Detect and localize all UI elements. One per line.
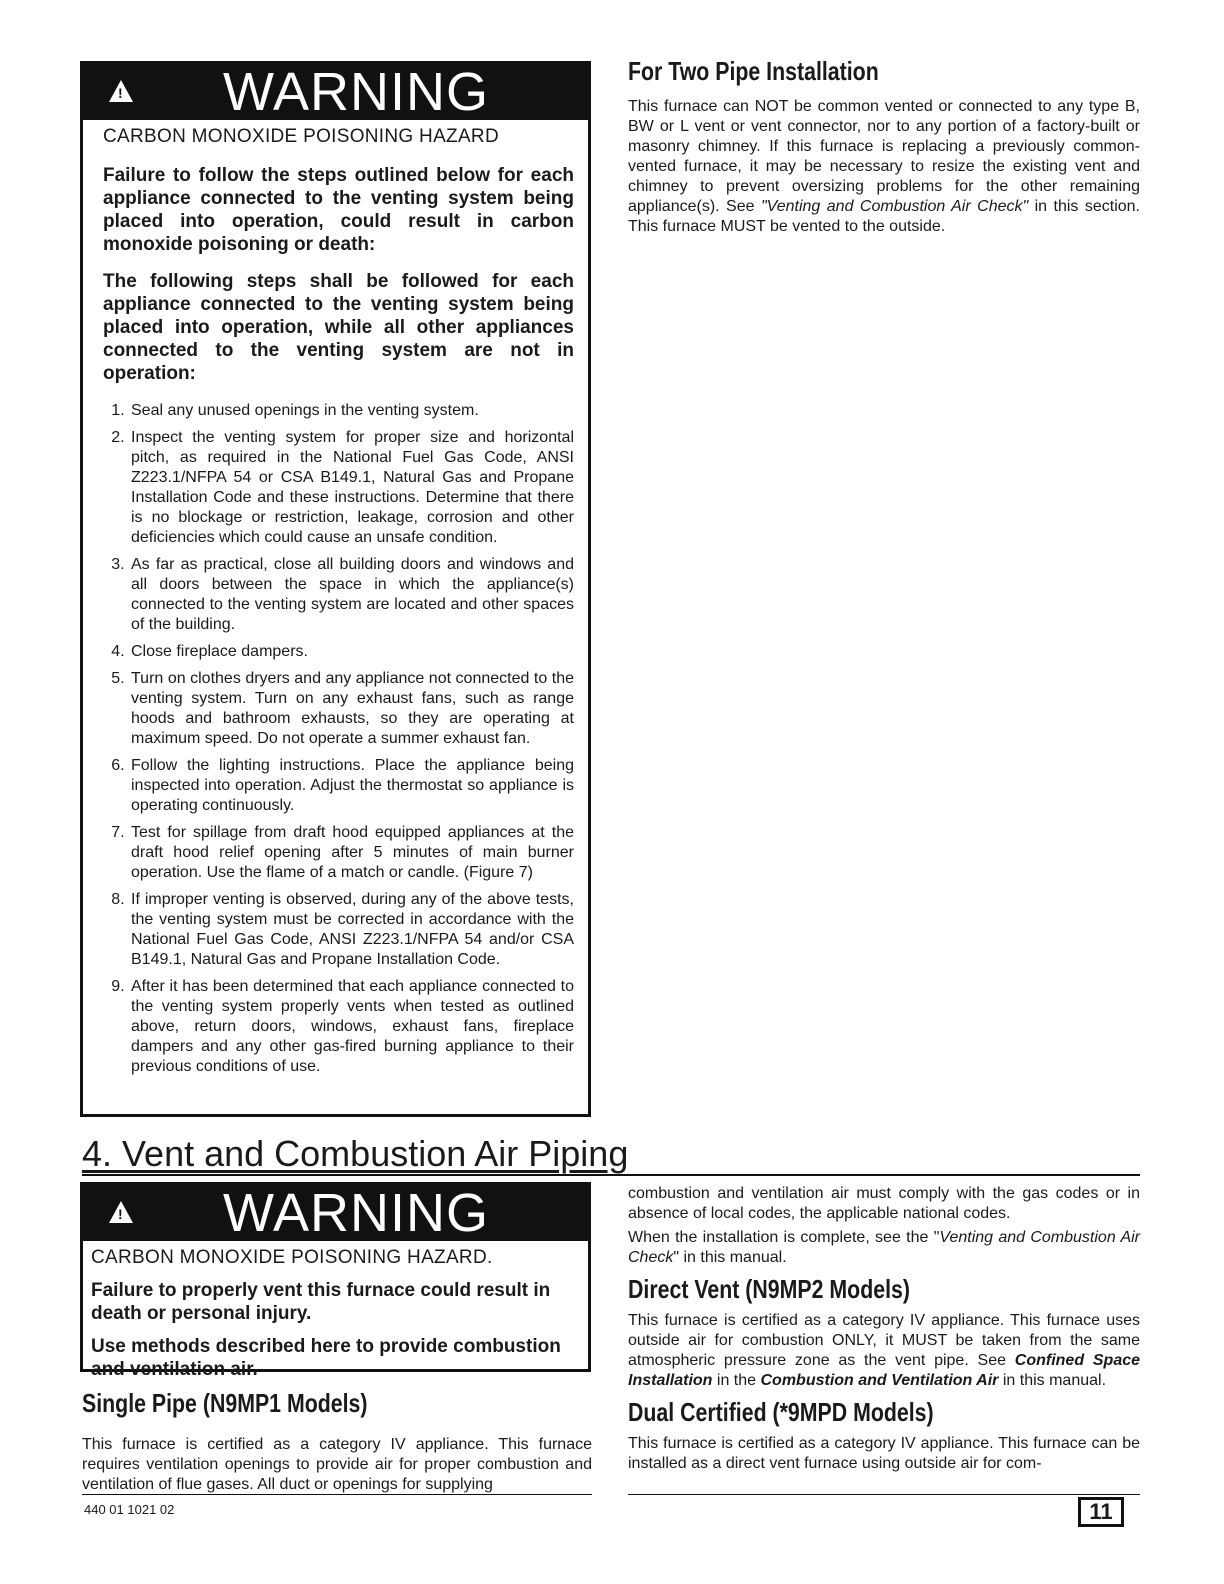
single-pipe-section — [82, 1388, 592, 1495]
warning-banner — [83, 1185, 588, 1241]
direct-vent-heading: Direct Vent (N9MP2 Models) — [628, 1274, 910, 1304]
warning-intro-2: The following steps shall be followed for each appliance connected to the venting system being placed into operation, while all other appliances connected to the venting system are not in operation: — [103, 271, 574, 384]
warning-line-1: Failure to properly vent this furnace could result in death or personal injury. — [91, 1280, 551, 1324]
two-pipe-text: This furnace can NOT be common vented or connected to any type B, BW or L vent or vent connector, nor to any portion of a factory-built or masonry chimney. If this furnace is replacing a previously common-vented furnace, it may be necessary to resize the existing vent and chimney to prevent oversizing problems for the other remaining appliance(s). See "Venting and Combustion Air Check" in this section. This furnace MUST be vented to the outside. — [628, 98, 1140, 235]
dual-certified-heading: Dual Certified (*9MPD Models) — [628, 1397, 934, 1427]
bottom-rule-left — [82, 1494, 592, 1495]
warning-box-venting — [80, 1182, 591, 1380]
warning-triangle-icon — [109, 80, 133, 102]
when-complete-text: When the installation is complete, see the "Venting and Combustion Air Check" in this manual. — [628, 1229, 1140, 1266]
list-item: 8. If improper venting is observed, during any of the above tests, the venting system must be corrected in accordance with the National Fuel Gas Code, ANSI Z223.1/NFPA 54 and/or CSA B149.1, Natural Gas and Propane Installation Code. — [129, 890, 574, 970]
warning-label: WARNING — [223, 1183, 489, 1243]
section-title: 4. Vent and Combustion Air Piping — [82, 1134, 1140, 1176]
hazard-title: CARBON MONOXIDE POISONING HAZARD. — [91, 1247, 493, 1268]
list-item: 7. Test for spillage from draft hood equipped appliances at the draft hood relief opening after 5 minutes of main burner operation. Use the flame of a match or candle. (Figure 7) — [129, 823, 574, 883]
warning-box-carbon-monoxide — [80, 61, 591, 1117]
list-item: 9. After it has been determined that each appliance connected to the venting system properly vents when tested as outlined above, return doors, windows, exhaust fans, fireplace dampers and any other gas-fired burning appliance to their previous conditions of use. — [129, 977, 574, 1077]
direct-vent-text: This furnace is certified as a category IV appliance. This furnace uses outside air for combustion ONLY, it MUST be taken from the same atmospheric pressure zone as the vent pipe. See Confined Space Installation in the Combustion and Ventilation Air in this manual. — [628, 1312, 1141, 1389]
list-item: 3. As far as practical, close all building doors and windows and all doors between the space in which the appliance(s) connected to the venting system are located and other spaces of the building. — [129, 555, 574, 635]
list-item: 4. Close fireplace dampers. — [129, 642, 574, 662]
list-item: 5. Turn on clothes dryers and any appliance not connected to the venting system. Turn on any exhaust fans, such as range hoods and bathroom exhausts, so they are operating at maximum speed. Do not operate a summer exhaust fan. — [129, 669, 574, 749]
continued-text: combustion and ventilation air must comply with the gas codes or in absence of local codes, the applicable national codes. — [628, 1185, 1140, 1222]
warning-triangle-icon — [109, 1201, 133, 1223]
single-pipe-heading: Single Pipe (N9MP1 Models) — [82, 1388, 368, 1418]
document-number: 440 01 1021 02 — [84, 1502, 175, 1517]
bottom-rule-right — [628, 1494, 1140, 1495]
venting-steps-list — [103, 401, 574, 1077]
list-item: 1. Seal any unused openings in the venting system. — [129, 401, 574, 421]
two-pipe-heading: For Two Pipe Installation — [628, 56, 879, 86]
warning-line-2: Use methods described here to provide combustion and ventilation air. — [91, 1336, 561, 1380]
right-column-lower — [628, 1184, 1140, 1474]
warning-banner — [83, 64, 588, 120]
list-item: 6. Follow the lighting instructions. Place the appliance being inspected into operation. Adjust the thermostat so appliance is operating continuously. — [129, 756, 574, 816]
two-pipe-section — [628, 56, 1140, 237]
dual-certified-text: This furnace is certified as a category IV appliance. This furnace can be installed as a direct vent furnace using outside air for com- — [628, 1435, 1140, 1472]
warning-intro: Failure to follow the steps outlined below for each appliance connected to the venting system being placed into operation, could result in carbon monoxide poisoning or death: — [103, 165, 574, 255]
page-number: 11 — [1078, 1497, 1124, 1527]
hazard-title: CARBON MONOXIDE POISONING HAZARD — [103, 126, 499, 147]
single-pipe-text: This furnace is certified as a category IV appliance. This furnace requires ventilation openings to provide air for proper combustion and ventilation of flue gases. All duct or openings for supplying — [82, 1436, 592, 1493]
list-item: 2. Inspect the venting system for proper size and horizontal pitch, as required in the National Fuel Gas Code, ANSI Z223.1/NFPA 54 or CSA B149.1, Natural Gas and Propane Installation Code and these instructions. Determine that there is no blockage or restriction, leakage, corrosion and other deficiencies which could cause an unsafe condition. — [129, 428, 574, 548]
warning-label: WARNING — [223, 62, 489, 122]
